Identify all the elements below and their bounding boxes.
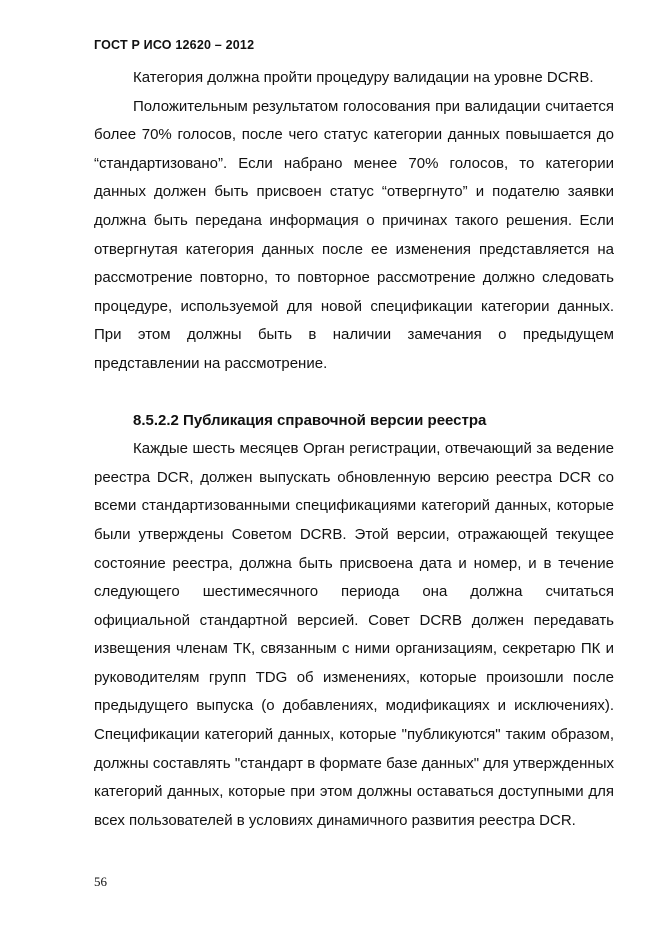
page-number: 56	[94, 874, 107, 889]
paragraph-validation: Категория должна пройти процедуру валидации на уровне DCRB.	[133, 69, 594, 86]
paragraph-publication: Каждые шесть месяцев Орган регистрации, отвечающий за ведение реестра DCR, должен выпускать обновленную версию реестра DCR со всеми стандартизованными спецификациями категорий данных, которые были утверждены Советом DCRB. Этой версии, отражающей текущее состояние реестра, должна быть присвоена дата и номер, и в течение следующего шестимесячного периода она должна считаться официальной стандартной версией. Совет DCRB должен передавать извещения членам ТК, связанным с ними организациям, секретарю ПК и руководителям групп TDG об изменениях, которые произошли после предыдущего выпуска (о добавлениях, модификациях и исключениях). Спецификации категорий данных, которые "публикуются" таким образом, должны составлять "стандарт в формате базе данных" для утвержденных категорий данных, которые при этом должны оставаться доступными для всех пользователей в условиях динамичного развития реестра DCR.	[94, 440, 614, 829]
document-body	[94, 64, 614, 835]
paragraph-voting-result: Положительным результатом голосования при валидации считается более 70% голосов, после чего статус категории данных повышается до “стандартизовано”. Если набрано менее 70% голосов, то категории данных должен быть присвоен статус “отвергнуто” и подателю заявки должна быть передана информация о причинах такого решения. Если отвергнутая категория данных после ее изменения представляется на рассмотрение повторно, то повторное рассмотрение должно следовать процедуре, используемой для новой спецификации категории данных. При этом должны быть в наличии замечания о предыдущем представлении на рассмотрение.	[94, 97, 614, 372]
section-heading: 8.5.2.2 Публикация справочной версии реестра	[133, 411, 487, 429]
document-header: ГОСТ Р ИСО 12620 – 2012	[94, 38, 255, 52]
